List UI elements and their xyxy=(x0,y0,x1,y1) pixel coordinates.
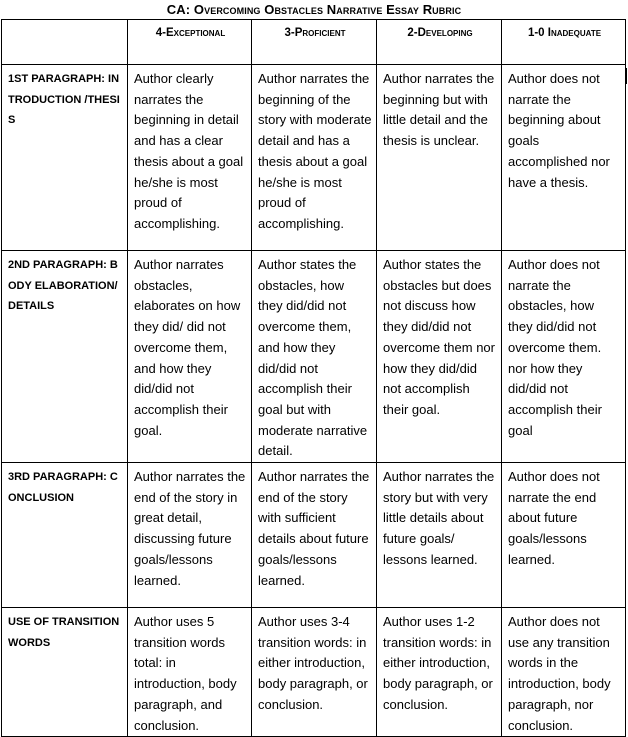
cell-transitions-proficient: Author uses 3-4 transition words: in either introduction, body paragraph, or conclusion. xyxy=(252,608,377,737)
row-label-body: 2ND PARAGRAPH: BODY ELABORATION/DETAILS xyxy=(2,251,128,463)
header-row xyxy=(2,20,626,65)
table-row xyxy=(2,65,626,251)
cell-conclusion-inadequate: Author does not narrate the end about future goals/lessons learned. xyxy=(502,463,626,608)
cell-conclusion-proficient: Author narrates the end of the story with sufficient details about future goals/lessons learned. xyxy=(252,463,377,608)
cell-transitions-developing: Author uses 1-2 transition words: in either introduction, body paragraph, or conclusion. xyxy=(377,608,502,737)
cell-conclusion-exceptional: Author narrates the end of the story in great detail, discussing future goals/lessons learned. xyxy=(128,463,252,608)
table-row xyxy=(2,608,626,737)
table-row xyxy=(2,463,626,608)
rubric-table xyxy=(1,19,626,737)
cell-transitions-inadequate: Author does not use any transition words in the introduction, body paragraph, nor conclusion. xyxy=(502,608,626,737)
column-header-inadequate: 1-0 Inadequate xyxy=(502,20,626,65)
corner-cell xyxy=(2,20,128,65)
cell-intro-developing: Author narrates the beginning but with little detail and the thesis is unclear. xyxy=(377,65,502,251)
column-header-developing: 2-Developing xyxy=(377,20,502,65)
margin-bar xyxy=(626,68,627,84)
cell-body-proficient: Author states the obstacles, how they did/did not overcome them, and how they did/did not accomplish their goal but with moderate narrative detail. xyxy=(252,251,377,463)
row-label-conclusion: 3RD PARAGRAPH: CONCLUSION xyxy=(2,463,128,608)
cell-intro-proficient: Author narrates the beginning of the story with moderate detail and has a thesis about a goal he/she is most proud of accomplishing. xyxy=(252,65,377,251)
cell-body-inadequate: Author does not narrate the obstacles, how they did/did not overcome them. nor how they did/did not accomplish their goal xyxy=(502,251,626,463)
cell-body-exceptional: Author narrates obstacles, elaborates on how they did/ did not overcome them, and how they did/did not accomplish their goal. xyxy=(128,251,252,463)
row-label-transitions: USE OF TRANSITION WORDS xyxy=(2,608,128,737)
cell-conclusion-developing: Author narrates the story but with very little details about future goals/ lessons learned. xyxy=(377,463,502,608)
cell-intro-exceptional: Author clearly narrates the beginning in detail and has a clear thesis about a goal he/she is most proud of accomplishing. xyxy=(128,65,252,251)
cell-body-developing: Author states the obstacles but does not discuss how they did/did not overcome them nor how they did/did not accomplish their goal. xyxy=(377,251,502,463)
rubric-title: CA: Overcoming Obstacles Narrative Essay Rubric xyxy=(166,2,462,17)
cell-intro-inadequate: Author does not narrate the beginning about goals accomplished nor have a thesis. xyxy=(502,65,626,251)
table-row xyxy=(2,251,626,463)
cell-transitions-exceptional: Author uses 5 transition words total: in introduction, body paragraph, and conclusion. xyxy=(128,608,252,737)
column-header-proficient: 3-Proficient xyxy=(252,20,377,65)
column-header-exceptional: 4-Exceptional xyxy=(128,20,252,65)
row-label-introduction: 1ST PARAGRAPH: INTRODUCTION /THESIS xyxy=(2,65,128,251)
